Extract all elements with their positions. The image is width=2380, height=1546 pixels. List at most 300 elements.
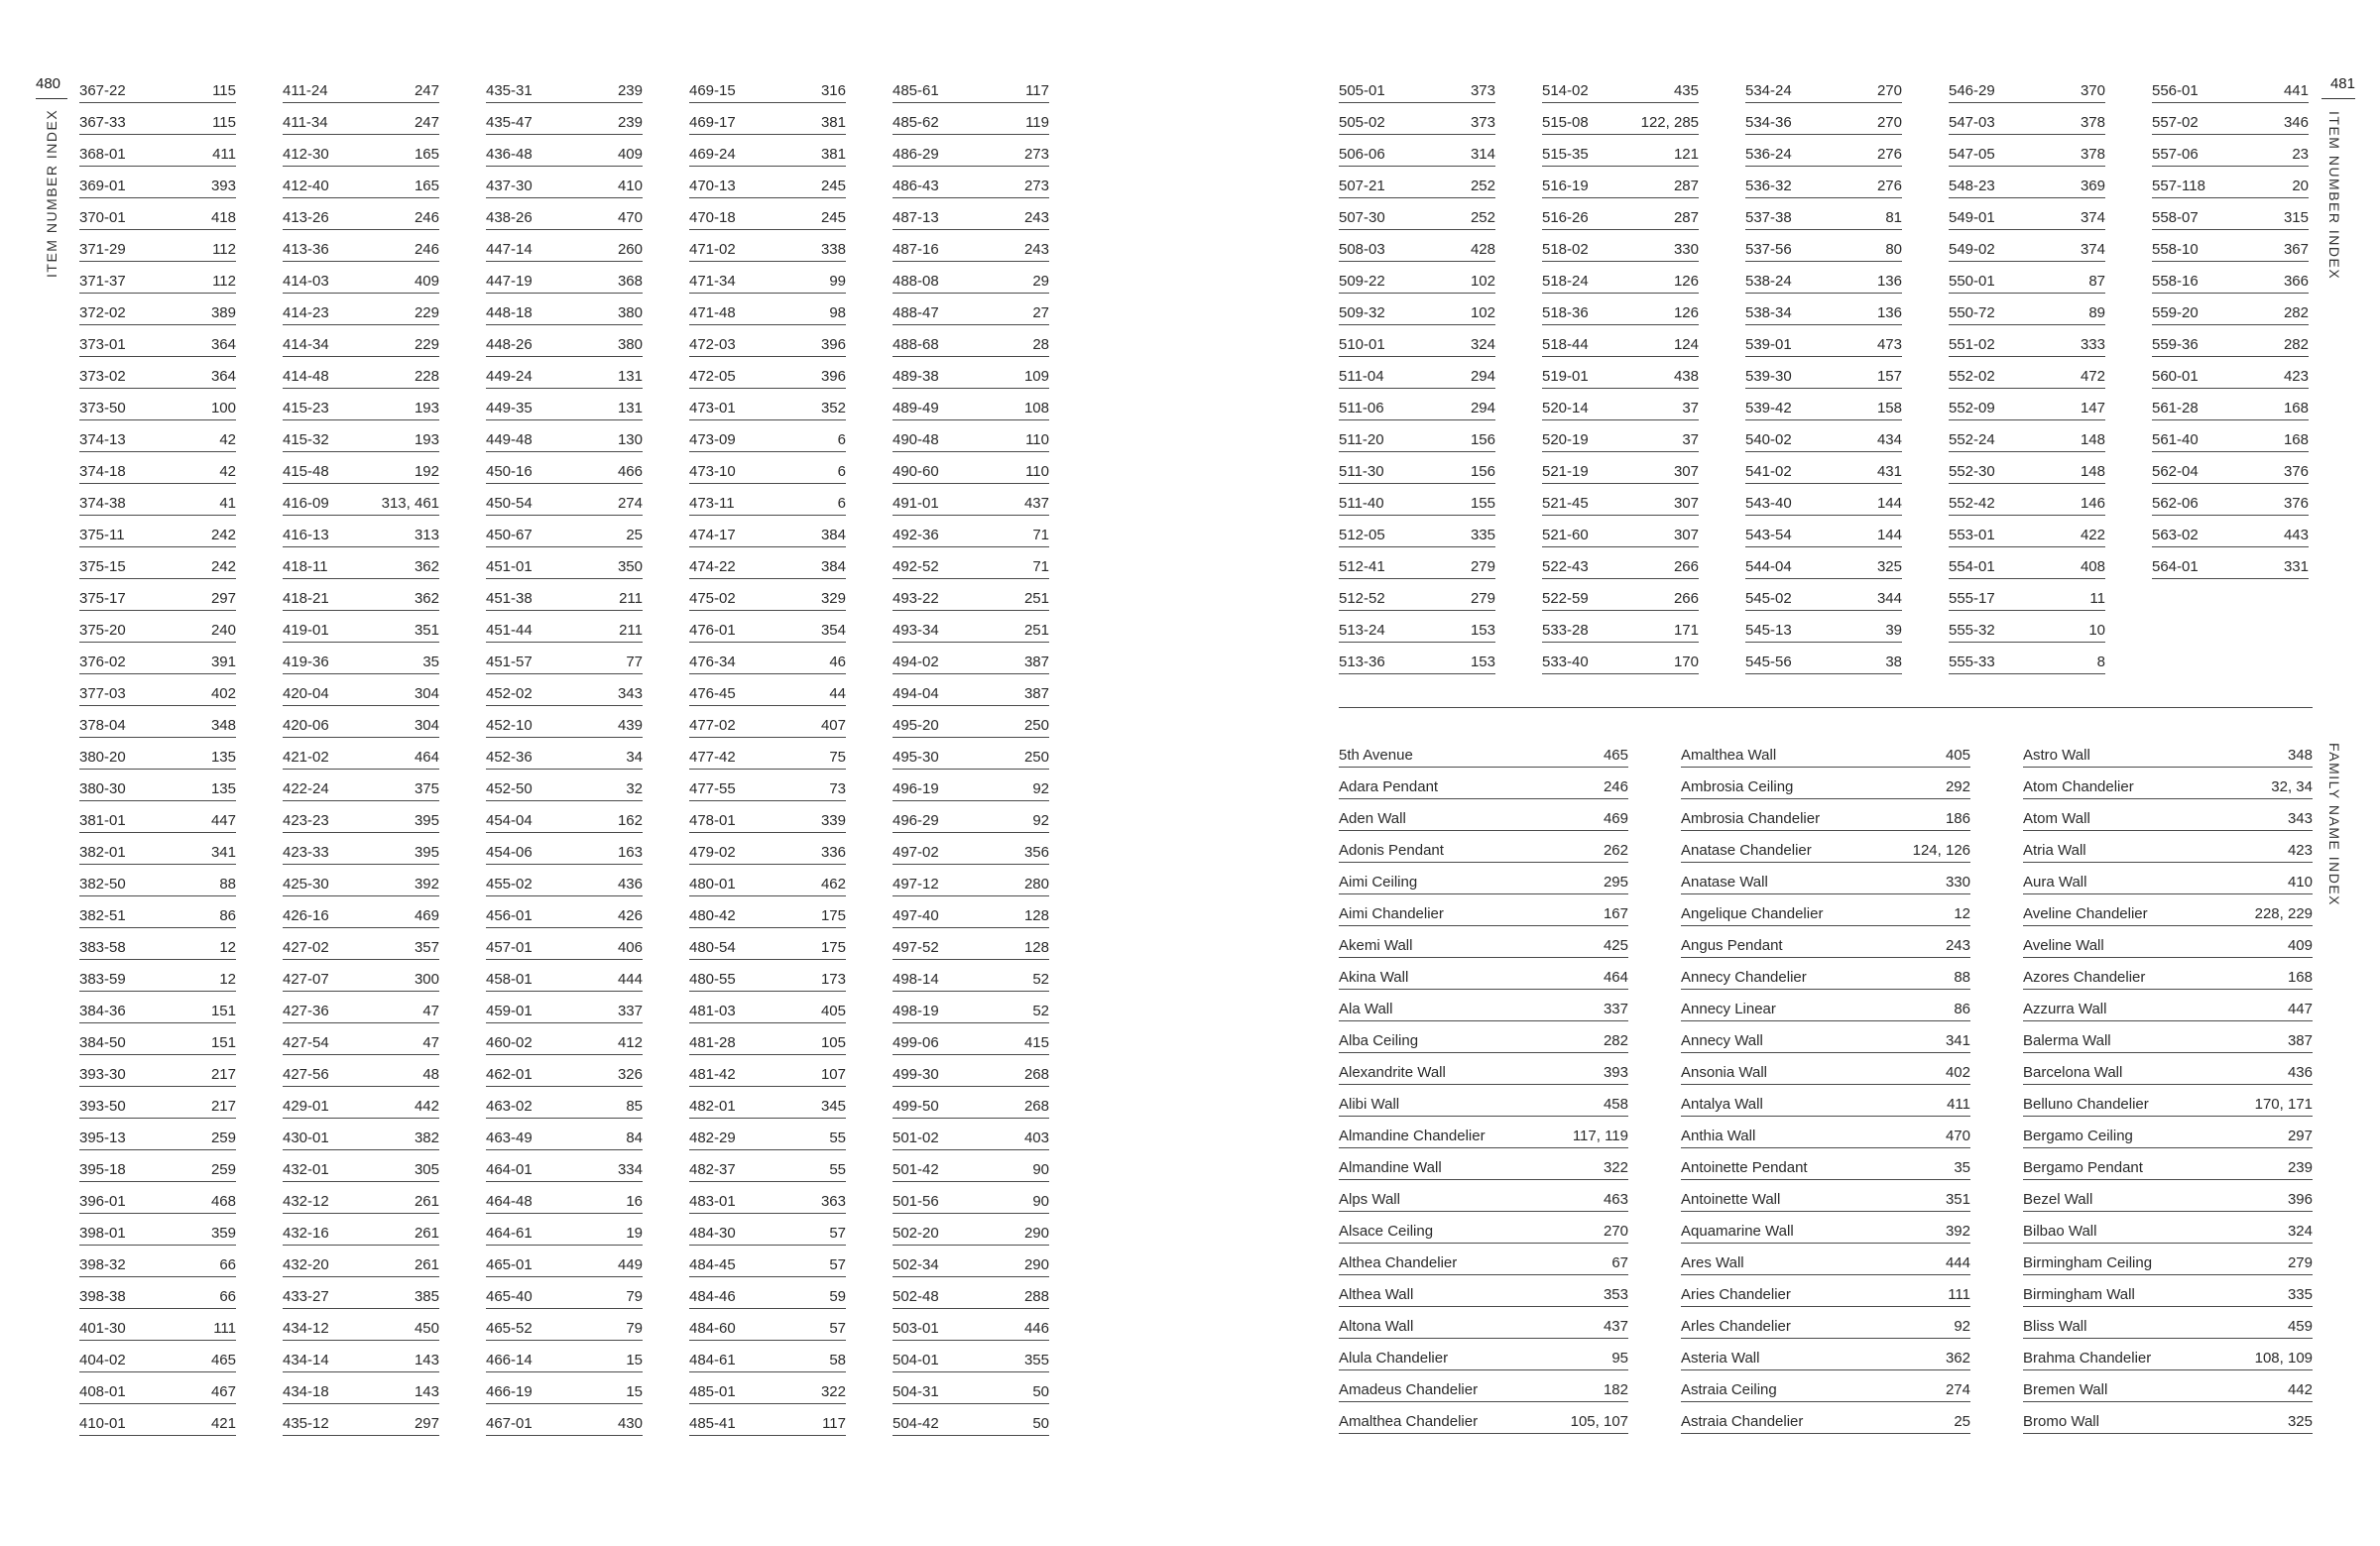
- page-reference: 59: [829, 1288, 846, 1305]
- index-row: [1542, 135, 1699, 167]
- index-row: [79, 452, 236, 484]
- family-name: Aries Chandelier: [1681, 1286, 1791, 1303]
- page-reference: 362: [1945, 1350, 1970, 1367]
- item-number: 482-37: [689, 1161, 736, 1178]
- item-number: 558-07: [2152, 209, 2199, 226]
- page-reference: 387: [1023, 654, 1049, 670]
- index-row: [689, 865, 846, 896]
- family-name: Bromo Wall: [2023, 1413, 2099, 1430]
- family-name: Astraia Ceiling: [1681, 1381, 1777, 1398]
- item-number: 398-01: [79, 1225, 126, 1242]
- family-row: [1339, 894, 1628, 926]
- page-reference: 313, 461: [381, 495, 439, 512]
- item-number: 427-02: [283, 939, 329, 956]
- page-reference: 87: [2088, 273, 2105, 290]
- page-reference: 305: [414, 1161, 439, 1178]
- item-number: 511-04: [1339, 368, 1384, 385]
- index-row: [486, 1246, 643, 1277]
- page-reference: 245: [820, 178, 846, 194]
- page-reference: 155: [1470, 495, 1495, 512]
- page-reference: 295: [1603, 874, 1628, 891]
- page-reference: 6: [837, 495, 846, 512]
- index-row: [283, 1023, 439, 1055]
- item-number: 503-01: [892, 1320, 939, 1337]
- item-number: 556-01: [2152, 82, 2199, 99]
- page-reference: 211: [619, 590, 643, 607]
- index-row: [2152, 516, 2309, 547]
- item-number: 395-13: [79, 1130, 126, 1146]
- family-row: [2023, 1212, 2313, 1244]
- item-number: 480-01: [689, 876, 736, 892]
- family-row: [1681, 990, 1970, 1021]
- index-column: [79, 71, 236, 1436]
- page-reference: 126: [1673, 304, 1699, 321]
- index-row: [689, 992, 846, 1023]
- item-number: 383-58: [79, 939, 126, 956]
- item-number: 555-17: [1949, 590, 1995, 607]
- item-number: 459-01: [486, 1003, 533, 1019]
- family-row: [1681, 1275, 1970, 1307]
- page-reference: 396: [820, 368, 846, 385]
- page-reference: 167: [1603, 905, 1628, 922]
- index-row: [689, 1055, 846, 1087]
- index-row: [1949, 579, 2105, 611]
- item-number: 547-05: [1949, 146, 1995, 163]
- page-reference: 274: [617, 495, 643, 512]
- family-row: [1681, 1244, 1970, 1275]
- item-number: 485-01: [689, 1383, 736, 1400]
- index-row: [1542, 579, 1699, 611]
- item-number: 502-20: [892, 1225, 939, 1242]
- family-row: [1681, 926, 1970, 958]
- family-name: Ambrosia Ceiling: [1681, 778, 1794, 795]
- index-row: [892, 71, 1049, 103]
- item-number: 492-52: [892, 558, 939, 575]
- item-number: 512-41: [1339, 558, 1385, 575]
- item-number: 521-60: [1542, 527, 1589, 543]
- page-reference: 115: [212, 82, 236, 99]
- page-reference: 273: [1023, 178, 1049, 194]
- family-name: Aquamarine Wall: [1681, 1223, 1794, 1240]
- index-row: [1745, 230, 1902, 262]
- index-row: [79, 738, 236, 770]
- index-row: [79, 484, 236, 516]
- page-reference: 147: [2080, 400, 2105, 416]
- page-reference: 339: [820, 812, 846, 829]
- item-number: 475-02: [689, 590, 736, 607]
- index-row: [2152, 198, 2309, 230]
- family-name: Antoinette Wall: [1681, 1191, 1781, 1208]
- index-row: [79, 325, 236, 357]
- item-number: 498-19: [892, 1003, 939, 1019]
- index-row: [79, 865, 236, 896]
- page-reference: 135: [210, 749, 236, 766]
- family-name: Alba Ceiling: [1339, 1032, 1419, 1049]
- page-reference: 449: [617, 1256, 643, 1273]
- right-page: [1190, 0, 2380, 1546]
- family-name: Azores Chandelier: [2023, 969, 2146, 986]
- index-row: [283, 928, 439, 960]
- index-row: [1542, 547, 1699, 579]
- item-number: 465-01: [486, 1256, 533, 1273]
- page-reference: 182: [1603, 1381, 1628, 1398]
- page-reference: 128: [1023, 907, 1049, 924]
- index-row: [892, 960, 1049, 992]
- index-row: [892, 1214, 1049, 1246]
- item-number: 434-14: [283, 1352, 329, 1368]
- item-number: 374-13: [79, 431, 126, 448]
- page-reference: 143: [414, 1352, 439, 1368]
- page-reference: 136: [1876, 273, 1902, 290]
- index-row: [283, 611, 439, 643]
- page-reference: 273: [1023, 146, 1049, 163]
- index-row: [1542, 325, 1699, 357]
- page-reference: 144: [1876, 495, 1902, 512]
- page-reference: 375: [414, 780, 439, 797]
- page-reference: 472: [2080, 368, 2105, 385]
- page-reference: 156: [1470, 431, 1495, 448]
- page-reference: 463: [1603, 1191, 1628, 1208]
- family-row: [2023, 1148, 2313, 1180]
- item-number: 393-30: [79, 1066, 126, 1083]
- index-row: [689, 1341, 846, 1372]
- page-reference: 436: [617, 876, 643, 892]
- page-reference: 444: [1945, 1254, 1970, 1271]
- index-row: [892, 1246, 1049, 1277]
- index-row: [1339, 135, 1495, 167]
- item-number: 496-19: [892, 780, 939, 797]
- index-row: [892, 198, 1049, 230]
- index-row: [283, 230, 439, 262]
- family-row: [1339, 1021, 1628, 1053]
- page-reference: 66: [219, 1256, 236, 1273]
- page-reference: 243: [1023, 209, 1049, 226]
- family-name: Barcelona Wall: [2023, 1064, 2123, 1081]
- page-reference: 107: [820, 1066, 846, 1083]
- family-name: Ala Wall: [1339, 1001, 1393, 1017]
- item-number: 384-50: [79, 1034, 126, 1051]
- index-row: [79, 71, 236, 103]
- page-reference: 307: [1673, 495, 1699, 512]
- item-number: 492-36: [892, 527, 939, 543]
- index-row: [892, 1182, 1049, 1214]
- family-row: [2023, 736, 2313, 768]
- index-column: [1949, 71, 2105, 674]
- index-row: [79, 294, 236, 325]
- index-row: [283, 801, 439, 833]
- page-reference: 131: [617, 400, 643, 416]
- item-number: 513-24: [1339, 622, 1385, 639]
- item-number: 538-24: [1745, 273, 1792, 290]
- page-reference: 304: [414, 717, 439, 734]
- page-reference: 443: [2283, 527, 2309, 543]
- page-reference: 393: [1603, 1064, 1628, 1081]
- item-number: 373-50: [79, 400, 126, 416]
- index-row: [892, 706, 1049, 738]
- item-number: 558-10: [2152, 241, 2199, 258]
- index-row: [1339, 643, 1495, 674]
- index-row: [79, 1309, 236, 1341]
- item-number: 473-10: [689, 463, 736, 480]
- index-row: [1949, 135, 2105, 167]
- item-number: 555-32: [1949, 622, 1995, 639]
- page-reference: 163: [617, 844, 643, 861]
- page-reference: 79: [626, 1320, 643, 1337]
- item-number: 427-56: [283, 1066, 329, 1083]
- item-number: 534-24: [1745, 82, 1792, 99]
- item-number: 447-19: [486, 273, 533, 290]
- page-reference: 157: [1876, 368, 1902, 385]
- index-row: [1339, 579, 1495, 611]
- index-row: [283, 1309, 439, 1341]
- page-reference: 35: [422, 654, 439, 670]
- index-row: [79, 357, 236, 389]
- page-reference: 153: [1470, 654, 1495, 670]
- index-row: [1542, 103, 1699, 135]
- index-row: [689, 833, 846, 865]
- family-name: Alula Chandelier: [1339, 1350, 1449, 1367]
- family-name: Ansonia Wall: [1681, 1064, 1767, 1081]
- page-reference: 108, 109: [2254, 1350, 2313, 1367]
- page-reference: 252: [1470, 209, 1495, 226]
- index-row: [1745, 167, 1902, 198]
- index-row: [1949, 643, 2105, 674]
- index-row: [1339, 389, 1495, 420]
- item-number: 513-36: [1339, 654, 1385, 670]
- item-number: 481-28: [689, 1034, 736, 1051]
- index-row: [79, 198, 236, 230]
- family-row: [1681, 958, 1970, 990]
- family-name: Astraia Chandelier: [1681, 1413, 1804, 1430]
- page-reference: 95: [1611, 1350, 1628, 1367]
- item-number: 382-51: [79, 907, 126, 924]
- page-reference: 90: [1032, 1161, 1049, 1178]
- item-number: 373-01: [79, 336, 126, 353]
- item-number: 412-30: [283, 146, 329, 163]
- index-row: [1745, 262, 1902, 294]
- family-name: Annecy Chandelier: [1681, 969, 1807, 986]
- item-number: 564-01: [2152, 558, 2199, 575]
- index-row: [892, 674, 1049, 706]
- page-reference: 466: [617, 463, 643, 480]
- page-reference: 52: [1032, 971, 1049, 988]
- family-row: [2023, 958, 2313, 990]
- page-reference: 99: [829, 273, 846, 290]
- page-reference: 330: [1945, 874, 1970, 891]
- index-row: [892, 516, 1049, 547]
- page-reference: 128: [1023, 939, 1049, 956]
- item-number: 418-11: [283, 558, 328, 575]
- item-number: 521-19: [1542, 463, 1589, 480]
- page-reference: 136: [1876, 304, 1902, 321]
- page-reference: 102: [1470, 304, 1495, 321]
- family-row: [1681, 799, 1970, 831]
- page-reference: 355: [1023, 1352, 1049, 1368]
- family-row: [1339, 799, 1628, 831]
- page-reference: 25: [1954, 1413, 1970, 1430]
- index-row: [689, 1119, 846, 1150]
- item-number: 452-50: [486, 780, 533, 797]
- index-row: [79, 516, 236, 547]
- page-reference: 351: [414, 622, 439, 639]
- page-reference: 261: [414, 1193, 439, 1210]
- page-reference: 15: [626, 1383, 643, 1400]
- index-row: [689, 706, 846, 738]
- family-name: Anatase Chandelier: [1681, 842, 1812, 859]
- index-row: [283, 1087, 439, 1119]
- page-reference: 71: [1032, 527, 1049, 543]
- item-number: 520-19: [1542, 431, 1589, 448]
- page-number: 481: [2321, 75, 2355, 99]
- index-row: [79, 674, 236, 706]
- page-reference: 112: [212, 241, 236, 258]
- index-row: [892, 262, 1049, 294]
- index-row: [689, 1277, 846, 1309]
- item-number: 474-22: [689, 558, 736, 575]
- item-number: 552-02: [1949, 368, 1995, 385]
- page-reference: 38: [1885, 654, 1902, 670]
- index-row: [892, 103, 1049, 135]
- index-row: [283, 896, 439, 928]
- index-row: [1542, 643, 1699, 674]
- page-reference: 266: [1673, 558, 1699, 575]
- page-reference: 335: [1470, 527, 1495, 543]
- index-row: [283, 103, 439, 135]
- page-reference: 146: [2080, 495, 2105, 512]
- page-reference: 307: [1673, 463, 1699, 480]
- family-name: Arles Chandelier: [1681, 1318, 1791, 1335]
- item-number: 421-02: [283, 749, 329, 766]
- family-name: Balerma Wall: [2023, 1032, 2111, 1049]
- page-reference: 143: [414, 1383, 439, 1400]
- item-number: 376-02: [79, 654, 126, 670]
- page-reference: 373: [1470, 114, 1495, 131]
- index-row: [1745, 643, 1902, 674]
- page-reference: 86: [219, 907, 236, 924]
- item-number: 485-61: [892, 82, 939, 99]
- page-reference: 52: [1032, 1003, 1049, 1019]
- page-reference: 290: [1023, 1225, 1049, 1242]
- page-reference: 117: [822, 1415, 846, 1432]
- index-row: [283, 516, 439, 547]
- index-row: [892, 738, 1049, 770]
- item-number: 470-18: [689, 209, 736, 226]
- page-reference: 42: [219, 431, 236, 448]
- page-reference: 111: [1948, 1286, 1970, 1303]
- index-row: [2152, 167, 2309, 198]
- index-row: [892, 135, 1049, 167]
- page-reference: 29: [1032, 273, 1049, 290]
- page-reference: 75: [829, 749, 846, 766]
- item-number: 534-36: [1745, 114, 1792, 131]
- item-number: 420-06: [283, 717, 329, 734]
- item-number: 411-34: [283, 114, 328, 131]
- item-number: 550-01: [1949, 273, 1995, 290]
- item-number: 416-09: [283, 495, 329, 512]
- family-row: [2023, 831, 2313, 863]
- family-name: Amalthea Wall: [1681, 747, 1777, 764]
- page-reference: 86: [1954, 1001, 1970, 1017]
- index-row: [79, 960, 236, 992]
- page-reference: 239: [617, 82, 643, 99]
- page-reference: 58: [829, 1352, 846, 1368]
- page-reference: 430: [617, 1415, 643, 1432]
- index-row: [486, 1119, 643, 1150]
- index-row: [79, 1150, 236, 1182]
- family-row: [2023, 990, 2313, 1021]
- item-number: 480-54: [689, 939, 736, 956]
- index-row: [689, 1309, 846, 1341]
- index-row: [689, 928, 846, 960]
- item-number: 516-19: [1542, 178, 1589, 194]
- item-number: 432-16: [283, 1225, 329, 1242]
- page-reference: 350: [617, 558, 643, 575]
- index-row: [79, 389, 236, 420]
- index-row: [1339, 294, 1495, 325]
- item-number: 559-36: [2152, 336, 2199, 353]
- item-number: 536-24: [1745, 146, 1792, 163]
- index-row: [1745, 579, 1902, 611]
- page-reference: 193: [414, 400, 439, 416]
- index-row: [486, 1214, 643, 1246]
- item-number: 557-02: [2152, 114, 2199, 131]
- page-reference: 15: [626, 1352, 643, 1368]
- index-row: [1949, 452, 2105, 484]
- page-reference: 418: [210, 209, 236, 226]
- index-row: [1542, 516, 1699, 547]
- item-number: 415-32: [283, 431, 329, 448]
- index-row: [1949, 167, 2105, 198]
- page-reference: 151: [210, 1034, 236, 1051]
- page-reference: 391: [210, 654, 236, 670]
- page-reference: 247: [414, 114, 439, 131]
- page-reference: 297: [414, 1415, 439, 1432]
- index-row: [892, 865, 1049, 896]
- item-number: 449-24: [486, 368, 533, 385]
- index-row: [689, 770, 846, 801]
- item-number: 562-06: [2152, 495, 2199, 512]
- page-reference: 387: [1023, 685, 1049, 702]
- family-name: Ambrosia Chandelier: [1681, 810, 1821, 827]
- item-number: 509-22: [1339, 273, 1385, 290]
- item-number: 412-40: [283, 178, 329, 194]
- page-reference: 105: [820, 1034, 846, 1051]
- index-row: [1745, 547, 1902, 579]
- page-reference: 316: [820, 82, 846, 99]
- index-row: [79, 1404, 236, 1436]
- index-row: [689, 1372, 846, 1404]
- item-number: 410-01: [79, 1415, 126, 1432]
- family-name: Almandine Chandelier: [1339, 1128, 1486, 1144]
- index-row: [486, 770, 643, 801]
- family-row: [1339, 736, 1628, 768]
- page-reference: 423: [2283, 368, 2309, 385]
- item-number: 486-29: [892, 146, 939, 163]
- index-row: [486, 1341, 643, 1372]
- page-reference: 282: [2283, 336, 2309, 353]
- index-row: [892, 1119, 1049, 1150]
- index-row: [486, 865, 643, 896]
- page-reference: 405: [820, 1003, 846, 1019]
- item-number: 557-06: [2152, 146, 2199, 163]
- page-reference: 268: [1023, 1098, 1049, 1115]
- page-reference: 262: [1603, 842, 1628, 859]
- page-reference: 89: [2088, 304, 2105, 321]
- family-name: Alsace Ceiling: [1339, 1223, 1434, 1240]
- item-number: 504-31: [892, 1383, 939, 1400]
- family-name: 5th Avenue: [1339, 747, 1413, 764]
- page-reference: 444: [617, 971, 643, 988]
